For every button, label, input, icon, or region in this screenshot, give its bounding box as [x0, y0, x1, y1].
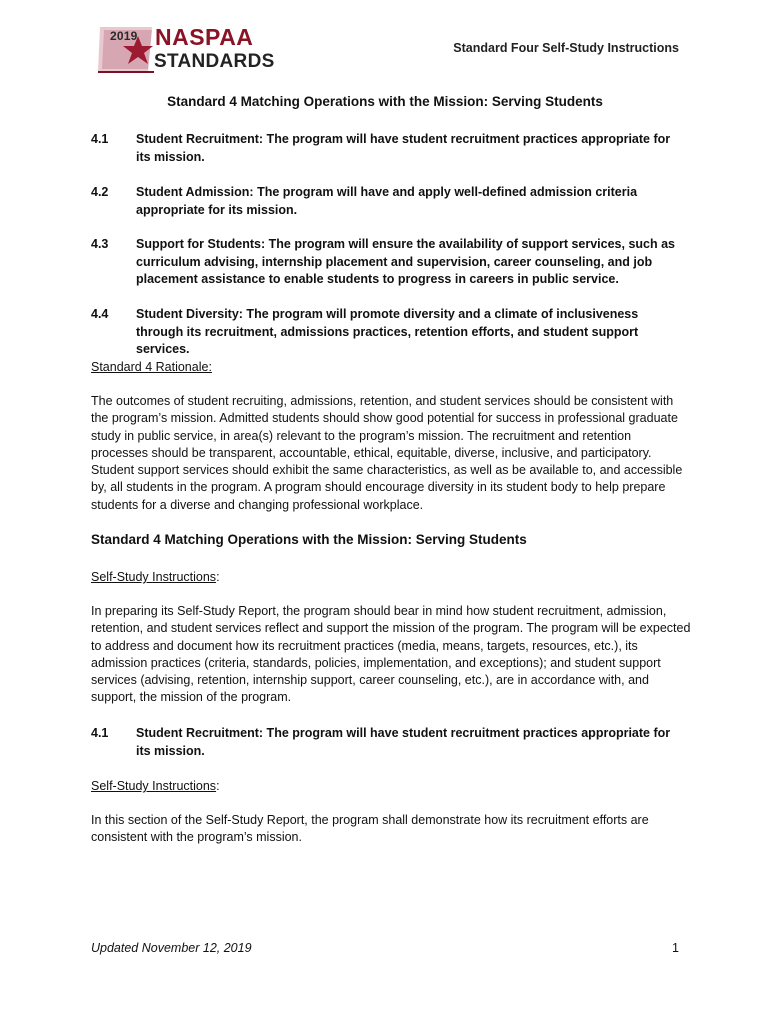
rationale-label: Standard 4 Rationale: — [91, 360, 212, 374]
standard-text: Student Diversity: The program will promote diversity and a climate of inclusiveness through its recruitment, admissions practices, retention efforts, and student support services. — [136, 307, 639, 356]
standard-number: 4.1 — [91, 132, 109, 146]
section-heading: Standard 4 Matching Operations with the Mission: Serving Students — [91, 532, 527, 547]
standard-number: 4.2 — [91, 185, 109, 199]
logo-year: 2019 — [110, 29, 138, 43]
page-title: Standard 4 Matching Operations with the Mission: Serving Students — [167, 94, 603, 109]
standard-text: Student Recruitment: The program will have student recruitment practices appropriate for its mission. — [136, 132, 671, 164]
standard-number: 4.1 — [91, 726, 109, 740]
standard-text: Support for Students: The program will ensure the availability of support services, such as curriculum advising, internship placement and supervision, career counseling, and job placement assistance to enable students to progress in careers in public service. — [136, 237, 676, 286]
self-study-colon: : — [216, 570, 220, 584]
standard-number: 4.4 — [91, 307, 109, 321]
self-study-heading-1 — [91, 569, 220, 586]
footer-updated-date: Updated November 12, 2019 — [91, 941, 252, 955]
self-study-label: Self-Study Instructions — [91, 570, 217, 584]
naspaa-logo — [98, 24, 275, 76]
standard-text: Student Recruitment: The program will have student recruitment practices appropriate for its mission. — [136, 726, 671, 758]
self-study-heading-2 — [91, 778, 220, 795]
self-study-text-2: In this section of the Self-Study Report, the program shall demonstrate how its recruitment efforts are consistent with the program’s mission. — [91, 813, 649, 845]
header-title: Standard Four Self-Study Instructions — [453, 41, 679, 55]
footer-page-number: 1 — [672, 941, 679, 955]
self-study-label: Self-Study Instructions — [91, 779, 217, 793]
logo-naspaa: NASPAA — [155, 24, 254, 50]
rationale-text: The outcomes of student recruiting, admissions, retention, and student services should be consistent with the program’s mission. Admitted students should show good potential for success in professional graduate study in public service, in area(s) relevant to the program’s mission. The recruitment and retention processes should be transparent, accountable, ethical, equitable, diverse, inclusive, and participatory. Student support services should exhibit the same characteristics, as well as be available to, and accessible by, all students in the program. A program should encourage diversity in its student body to help prepare students for a diverse and changing professional workplace. — [91, 394, 683, 512]
logo-standards: STANDARDS — [154, 51, 275, 72]
standard-number: 4.3 — [91, 237, 109, 251]
standard-text: Student Admission: The program will have and apply well-defined admission criteria appropriate for its mission. — [136, 185, 638, 217]
self-study-colon: : — [216, 779, 220, 793]
self-study-text-1: In preparing its Self-Study Report, the program should bear in mind how student recruitment, admission, retention, and student services reflect and support the mission of the program. The program will be expected to address and document how its recruitment practices (media, means, targets, resources, etc.), its admission practices (criteria, standards, policies, implementation, and exceptions); and student support services (advising, retention, internship support, career counseling, etc.), are in accordance with, and support, the mission of the program. — [91, 604, 691, 705]
